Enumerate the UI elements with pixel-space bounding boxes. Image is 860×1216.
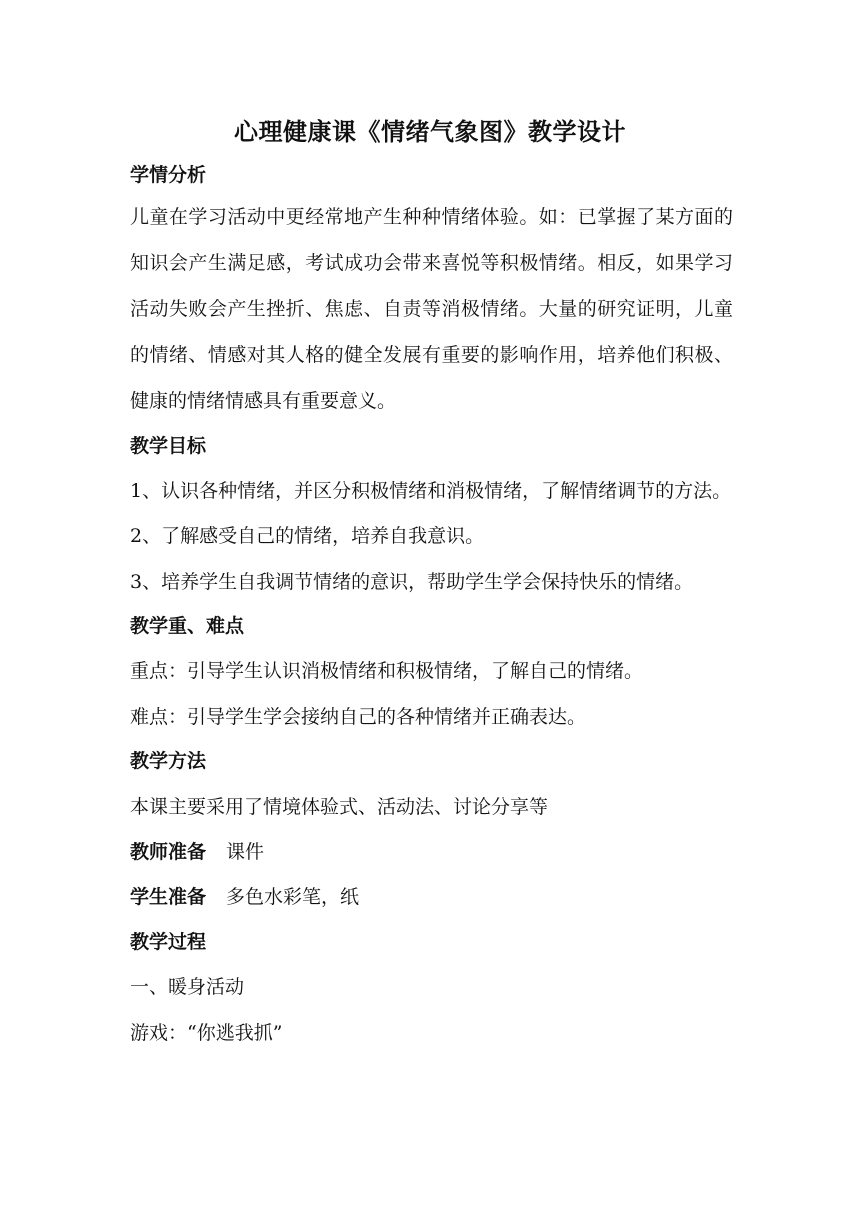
teacher-prep-value: 课件 xyxy=(226,841,265,863)
document-title: 心理健康课《情绪气象图》教学设计 xyxy=(234,118,626,146)
process-item-2: 游戏：“你逃我抓” xyxy=(130,1022,283,1044)
analysis-paragraph: 儿童在学习活动中更经常地产生种种情绪体验。如：已掌握了某方面的知识会产生满足感，考试成功会带来喜悦等积极情绪。相反，如果学习活动失败会产生挫折、焦虑、自责等消极情绪。大量的研究证明，儿童的情绪、情感对其人格的健全发展有重要的影响作用，培养他们积极、健康的情绪情感具有重要意义。 xyxy=(130,206,733,412)
student-prep-value: 多色水彩笔，纸 xyxy=(226,886,360,908)
heading-process: 教学过程 xyxy=(130,931,207,953)
student-prep-label: 学生准备 xyxy=(130,886,207,908)
teacher-prep-label: 教师准备 xyxy=(130,841,207,863)
methods-text: 本课主要采用了情境体验式、活动法、讨论分享等 xyxy=(130,796,549,818)
heading-goals: 教学目标 xyxy=(130,435,207,457)
goal-item-3: 3、培养学生自我调节情绪的意识，帮助学生学会保持快乐的情绪。 xyxy=(130,571,694,593)
heading-analysis: 学情分析 xyxy=(130,164,207,186)
heading-methods: 教学方法 xyxy=(130,750,207,772)
keypoint-item-2: 难点：引导学生学会接纳自己的各种情绪并正确表达。 xyxy=(130,706,587,728)
goal-item-1: 1、认识各种情绪，并区分积极情绪和消极情绪，了解情绪调节的方法。 xyxy=(130,480,732,502)
goal-item-2: 2、了解感受自己的情绪，培养自我意识。 xyxy=(130,525,485,547)
heading-keypoints: 教学重、难点 xyxy=(130,615,245,637)
student-prep xyxy=(130,882,359,909)
teacher-prep xyxy=(130,837,264,864)
keypoint-item-1: 重点：引导学生认识消极情绪和积极情绪，了解自己的情绪。 xyxy=(130,660,644,682)
process-item-1: 一、暖身活动 xyxy=(130,976,245,998)
